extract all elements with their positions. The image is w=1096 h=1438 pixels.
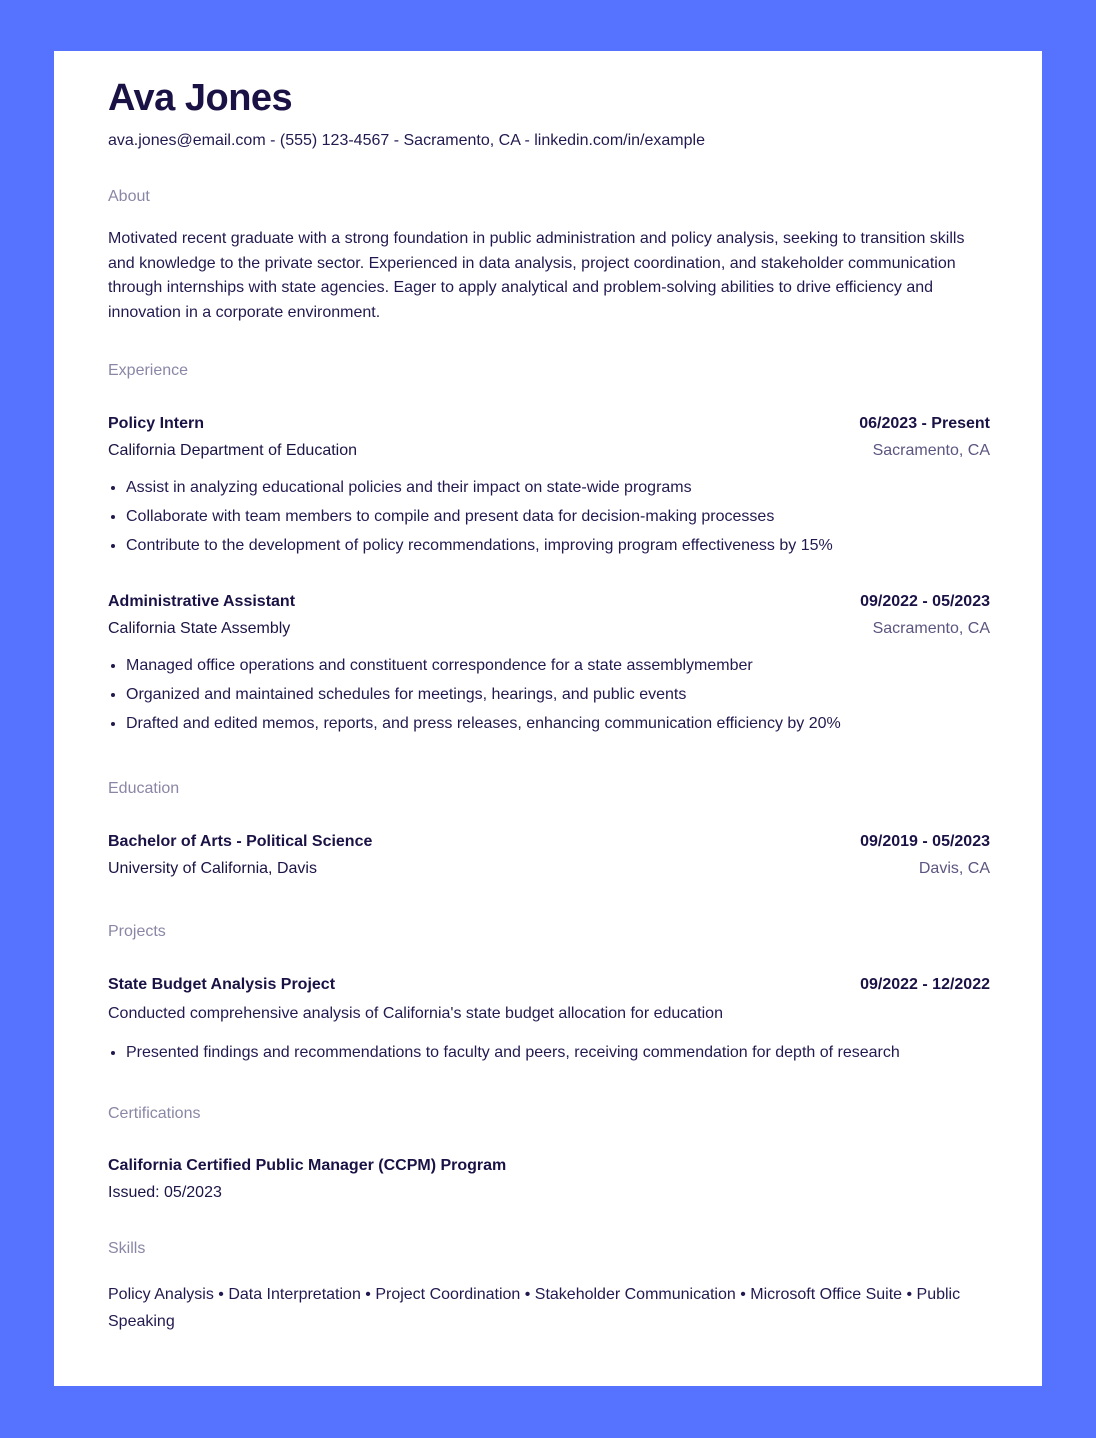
project-dates: 09/2022 - 12/2022 xyxy=(860,975,990,993)
section-title-certifications: Certifications xyxy=(108,1104,201,1122)
section-title-experience: Experience xyxy=(108,362,189,379)
section-title-about: About xyxy=(108,188,150,205)
project-name: State Budget Analysis Project xyxy=(108,975,336,993)
job-title: Administrative Assistant xyxy=(108,593,296,611)
job-dates: 06/2023 - Present xyxy=(859,415,990,432)
bullet-item: • Drafted and edited memos, reports, and press releases, enhancing communication efficiency by 20% xyxy=(126,710,990,739)
bullet-item: • Contribute to the development of policy recommendations, improving program effectiveness by 15% xyxy=(126,532,990,561)
bullet-item: • Collaborate with team members to compile and present data for decision-making processes xyxy=(126,503,990,532)
skills-list: Policy Analysis • Data Interpretation • Project Coordination • Stakeholder Communication • Microsoft Office Suite • Public Speaking xyxy=(108,1285,961,1331)
bullet-item: • Presented findings and recommendations to faculty and peers, receiving commendation for depth of research xyxy=(126,1039,990,1068)
project-entry xyxy=(108,971,990,1068)
resume-page xyxy=(54,51,1042,1386)
certification-name: California Certified Public Manager (CCPM) Program xyxy=(108,1156,507,1174)
certification-entry xyxy=(108,1152,990,1206)
education-dates: 09/2019 - 05/2023 xyxy=(860,832,990,850)
job-dates: 09/2022 - 05/2023 xyxy=(860,593,990,611)
job-bullets xyxy=(108,474,990,560)
experience-entry xyxy=(108,410,990,560)
section-title-skills: Skills xyxy=(108,1239,146,1257)
job-title: Policy Intern xyxy=(108,415,205,432)
job-organization: California State Assembly xyxy=(108,620,291,638)
about-text: Motivated recent graduate with a strong foundation in public administration and policy analysis, seeking to transition skills and knowledge to the private sector. Experienced in data analysis, project coordination, and stakeholder communication through internships with state agencies. Eager to apply analytical and problem-solving abilities to drive efficiency and innovation in a corporate environment. xyxy=(108,230,965,321)
section-title-education: Education xyxy=(108,779,180,797)
job-organization: California Department of Education xyxy=(108,442,358,459)
project-bullets xyxy=(108,1039,990,1068)
resume-name: Ava Jones xyxy=(108,77,293,119)
degree: Bachelor of Arts - Political Science xyxy=(108,832,373,850)
contact-line: ava.jones@email.com - (555) 123-4567 - Sacramento, CA - linkedin.com/in/example xyxy=(108,132,705,149)
certification-issued: Issued: 05/2023 xyxy=(108,1183,222,1201)
project-description: Conducted comprehensive analysis of California's state budget allocation for education xyxy=(108,1004,723,1022)
education-entry xyxy=(108,828,990,882)
bullet-item: • Assist in analyzing educational policies and their impact on state-wide programs xyxy=(126,474,990,503)
job-location: Sacramento, CA xyxy=(872,442,990,459)
bullet-item: • Managed office operations and constituent correspondence for a state assemblymember xyxy=(126,652,990,681)
experience-entry xyxy=(108,588,990,738)
job-bullets xyxy=(108,652,990,738)
school-location: Davis, CA xyxy=(918,859,990,877)
bullet-item: • Organized and maintained schedules for meetings, hearings, and public events xyxy=(126,681,990,710)
school: University of California, Davis xyxy=(108,859,317,877)
job-location: Sacramento, CA xyxy=(872,620,990,638)
section-title-projects: Projects xyxy=(108,922,166,940)
